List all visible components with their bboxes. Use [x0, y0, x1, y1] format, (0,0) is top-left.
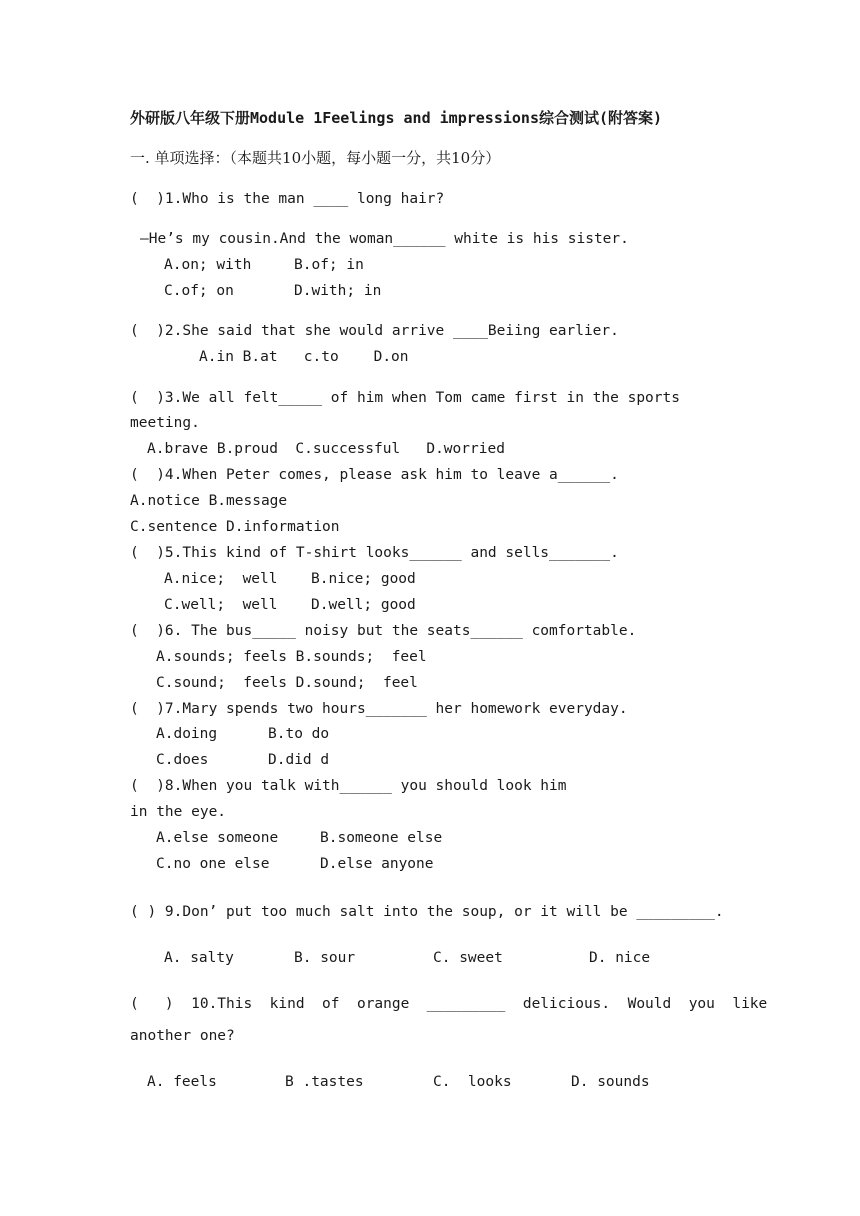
q8-continuation: in the eye. — [130, 804, 227, 820]
q4-stem: ( )4.When Peter comes, please ask him to leave a______. — [130, 467, 619, 483]
q3-stem: ( )3.We all felt_____ of him when Tom came first in the sports — [130, 390, 680, 406]
q6-options-row1: A.sounds; feels B.sounds; feel — [156, 649, 427, 665]
document-title: 外研版八年级下册Module 1Feelings and impressions综合测试(附答案) — [130, 109, 663, 127]
q1-option-b: B.of; in — [294, 257, 364, 273]
q1-option-c: C.of; on — [164, 283, 234, 299]
q4-options-row1: A.notice B.message — [130, 493, 288, 509]
q10-option-a: A. feels — [147, 1074, 217, 1090]
q7-stem: ( )7.Mary spends two hours_______ her homework everyday. — [130, 701, 628, 717]
q3-options: A.brave B.proud C.successful D.worried — [147, 441, 505, 457]
q2-stem: ( )2.She said that she would arrive ____Beiing earlier. — [130, 323, 619, 339]
q3-continuation: meeting. — [130, 415, 200, 431]
q1-stem: ( )1.Who is the man ____ long hair? — [130, 191, 445, 207]
q5-option-c: C.well; well — [164, 597, 278, 613]
q8-option-b: B.someone else — [320, 830, 443, 846]
q8-option-d: D.else anyone — [320, 856, 434, 872]
q4-options-row2: C.sentence D.information — [130, 519, 340, 535]
q8-stem: ( )8.When you talk with______ you should look him — [130, 778, 567, 794]
q1-option-a: A.on; with — [164, 257, 252, 273]
q5-option-a: A.nice; well — [164, 571, 278, 587]
q9-option-d: D. nice — [589, 950, 651, 966]
q10-option-b: B .tastes — [285, 1074, 364, 1090]
q8-option-a: A.else someone — [156, 830, 279, 846]
q10-option-c: C. looks — [433, 1074, 512, 1090]
q10-continuation: another one? — [130, 1028, 235, 1044]
q10-stem: ( ) 10.This kind of orange _________ delicious. Would you like — [130, 996, 768, 1012]
q10-option-d: D. sounds — [571, 1074, 650, 1090]
q9-option-a: A. salty — [164, 950, 234, 966]
q2-options: A.in B.at c.to D.on — [199, 349, 409, 365]
section-heading: 一. 单项选择：（本题共10小题，每小题一分，共10分） — [130, 149, 501, 167]
q5-stem: ( )5.This kind of T-shirt looks______ and sells_______. — [130, 545, 619, 561]
q6-options-row2: C.sound; feels D.sound; feel — [156, 675, 418, 691]
q7-option-a: A.doing — [156, 726, 218, 742]
q9-stem: ( ) 9.Don’ put too much salt into the soup, or it will be _________. — [130, 904, 724, 920]
q5-option-b: B.nice; good — [311, 571, 416, 587]
q6-stem: ( )6. The bus_____ noisy but the seats______ comfortable. — [130, 623, 637, 639]
q8-option-c: C.no one else — [156, 856, 270, 872]
q9-option-b: B. sour — [294, 950, 356, 966]
q7-option-b: B.to do — [268, 726, 330, 742]
q5-option-d: D.well; good — [311, 597, 416, 613]
q1-reply: —He’s my cousin.And the woman______ white is his sister. — [140, 231, 629, 247]
q9-option-c: C. sweet — [433, 950, 503, 966]
q7-option-d: D.did d — [268, 752, 330, 768]
q7-option-c: C.does — [156, 752, 209, 768]
q1-option-d: D.with; in — [294, 283, 382, 299]
